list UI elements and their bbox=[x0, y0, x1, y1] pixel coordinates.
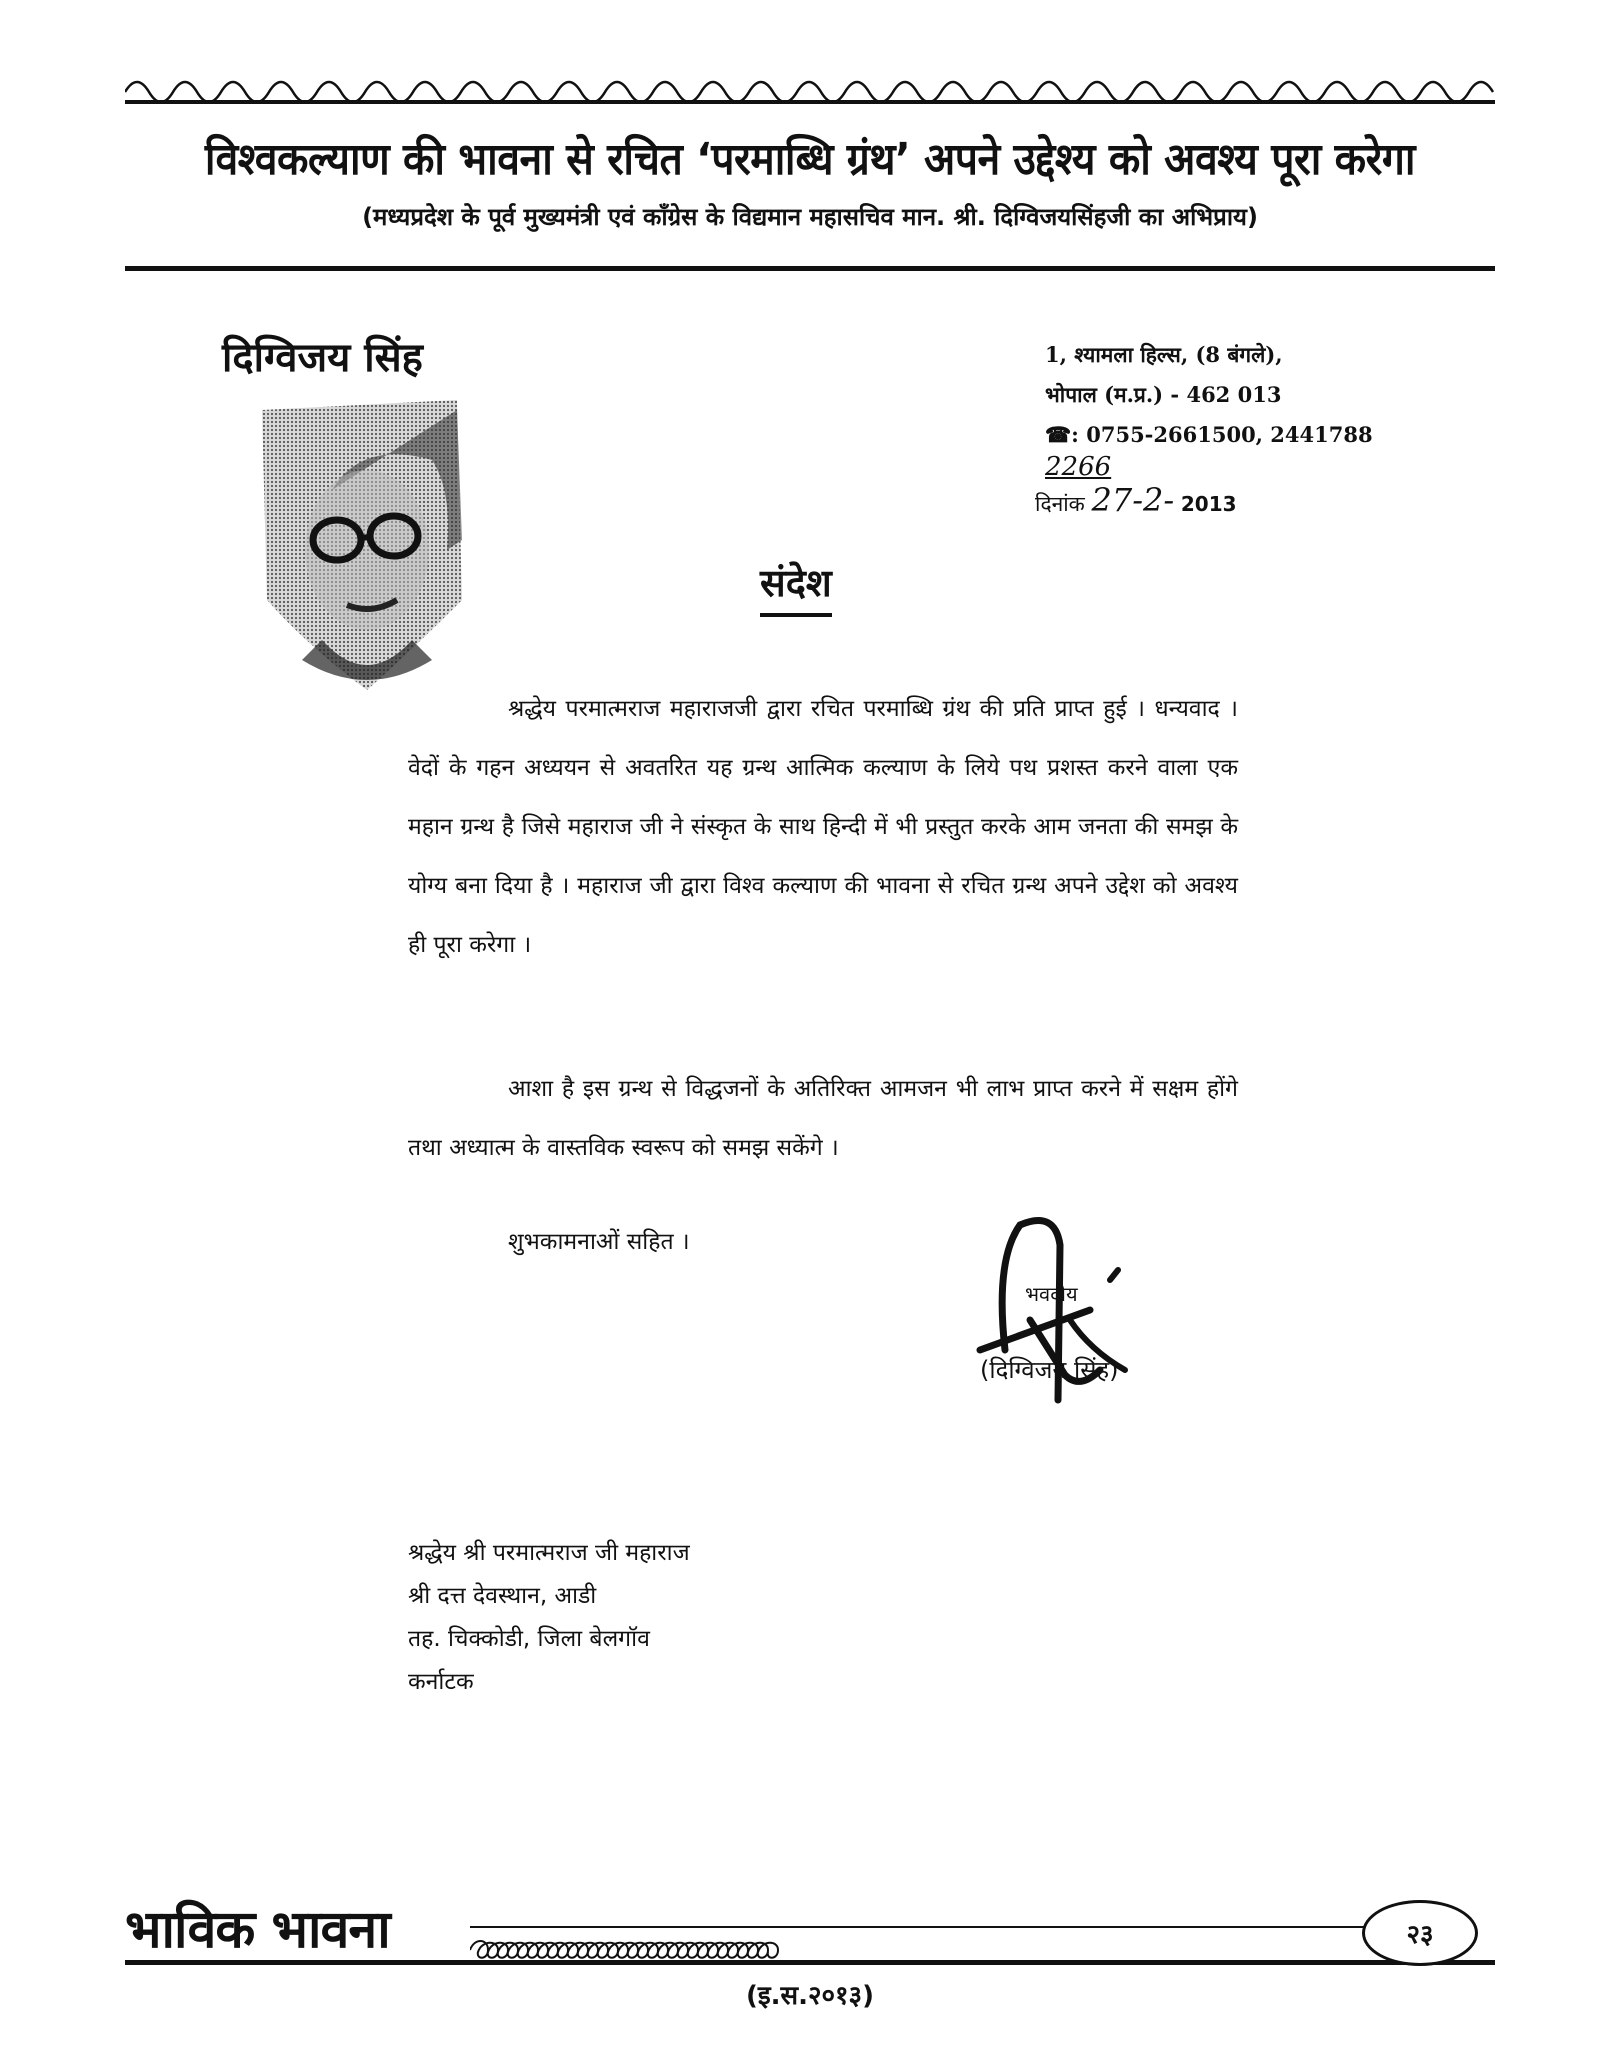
phone-icon: ☎ bbox=[1045, 422, 1072, 447]
portrait-photo-icon bbox=[262, 400, 462, 690]
address-line: भोपाल (म.प्र.) - 462 013 bbox=[1045, 382, 1282, 407]
letter-date bbox=[1035, 480, 1237, 524]
letterhead-name: दिग्विजय सिंह bbox=[222, 335, 423, 381]
recipient-address bbox=[408, 1532, 690, 1704]
date-handwritten: 27-2- bbox=[1091, 481, 1175, 519]
header-divider bbox=[125, 266, 1495, 271]
paragraph-text: श्रद्धेय परमात्मराज महाराजजी द्वारा रचित परमाब्धि ग्रंथ की प्रति प्राप्त हुई । धन्यवाद । वेदों के गहन अध्ययन से अवतरित यह ग्रन्थ आत्मिक कल्याण के लिये पथ प्रशस्त करने वाला एक महान ग्रन्थ है जिसे महाराज जी ने संस्कृत के साथ हिन्दी में भी प्रस्तुत करके आम जनता की समझ के योग्य बना दिया है । महाराज जी द्वारा विश्व कल्याण की भावना से रचित ग्रन्थ अपने उद्देश को अवश्य ही पूरा करेगा । bbox=[408, 696, 1238, 958]
letter-closing: शुभकामनाओं सहित । bbox=[508, 1229, 690, 1255]
page-subheadline: (मध्यप्रदेश के पूर्व मुख्यमंत्री एवं काँग्रेस के विद्यमान महासचिव मान. श्री. दिग्विजयसिंहजी का अभिप्राय) bbox=[362, 203, 1258, 231]
footer-rule bbox=[125, 1960, 1495, 1965]
date-label: दिनांक bbox=[1035, 492, 1085, 516]
signoff-label: भवदीय bbox=[1025, 1282, 1078, 1306]
letter-title: संदेश bbox=[760, 555, 832, 617]
publication-title: भाविक भावना bbox=[125, 1900, 390, 1960]
signature-icon bbox=[960, 1200, 1200, 1420]
recipient-line: तह. चिक्कोडी, जिला बेलगॉव bbox=[408, 1626, 650, 1652]
page-number: २३ bbox=[1406, 1920, 1434, 1950]
recipient-line: श्री दत्त देवस्थान, आडी bbox=[408, 1583, 597, 1609]
recipient-line: श्रद्धेय श्री परमात्मराज जी महाराज bbox=[408, 1540, 690, 1566]
phone-line bbox=[1045, 415, 1373, 455]
phone-numbers: : 0755-2661500, 2441788 bbox=[1071, 422, 1373, 447]
recipient-line: कर्नाटक bbox=[408, 1669, 474, 1695]
paragraph-text: आशा है इस ग्रन्थ से विद्धजनों के अतिरिक्त आमजन भी लाभ प्राप्त करने में सक्षम होंगे तथा अध्यात्म के वास्तविक स्वरूप को समझ सकेंगे । bbox=[408, 1076, 1238, 1161]
date-year: 2013 bbox=[1180, 492, 1237, 516]
top-rule bbox=[125, 100, 1495, 104]
page-headline: विश्वकल्याण की भावना से रचित ‘परमाब्धि ग्रंथ’ अपने उद्देश्य को अवश्य पूरा करेगा bbox=[204, 134, 1416, 185]
publication-year: (इ.स.२०१३) bbox=[746, 1981, 874, 2011]
reference-number: 2266 bbox=[1045, 452, 1112, 482]
letterhead-address bbox=[1045, 335, 1373, 455]
signatory-name: (दिग्विजय सिंह) bbox=[980, 1356, 1119, 1384]
address-line: 1, श्यामला हिल्स, (8 बंगले), bbox=[1045, 342, 1283, 367]
top-wave-border bbox=[125, 72, 1495, 100]
letter-paragraph-1 bbox=[408, 680, 1238, 975]
footer-thin-rule bbox=[470, 1926, 1365, 1928]
page-number-badge bbox=[1362, 1900, 1478, 1966]
letter-paragraph-2 bbox=[408, 1060, 1238, 1178]
